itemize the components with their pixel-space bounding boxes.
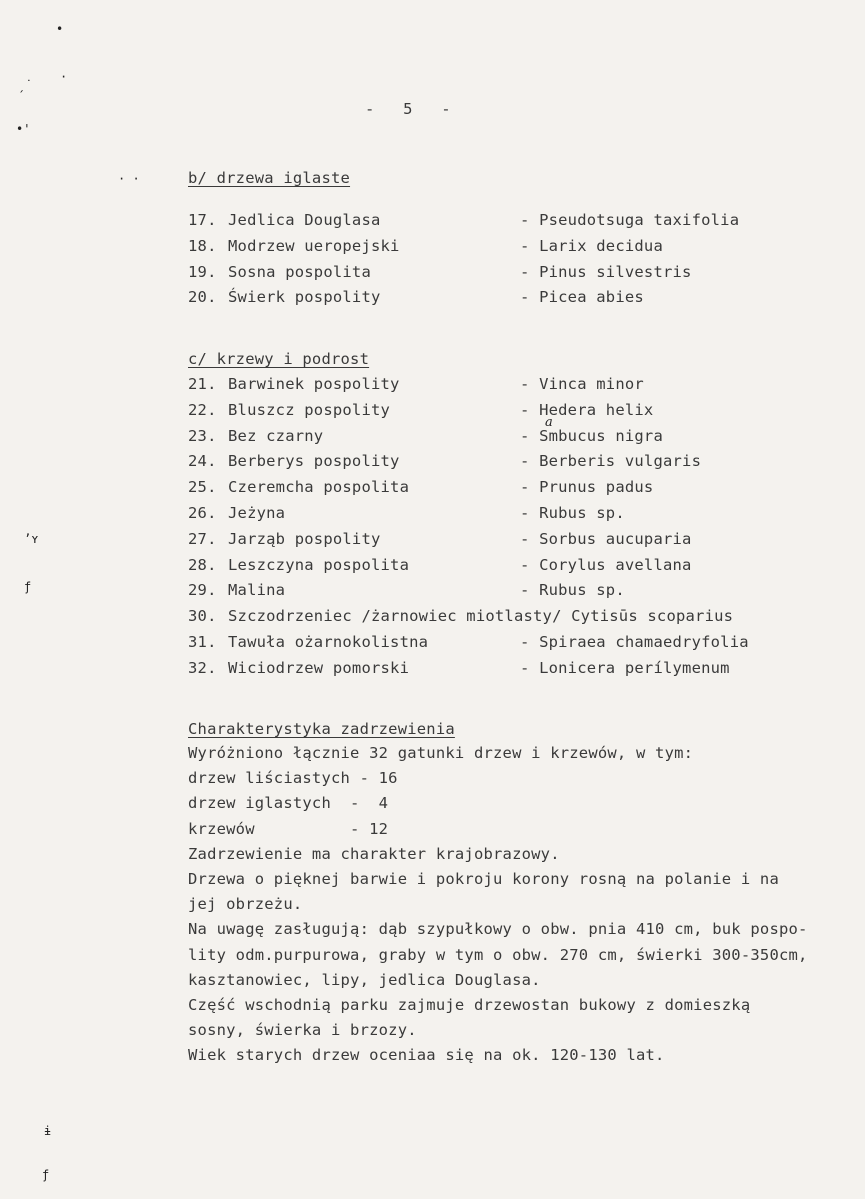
species-number: 22.	[188, 400, 217, 419]
species-common-name	[188, 237, 400, 255]
species-common-name	[188, 427, 323, 445]
species-number: 23.	[188, 426, 217, 445]
species-latin-name: - Hedera helix	[520, 400, 654, 419]
margin-speck: · ·	[118, 172, 140, 186]
characteristics-line: Zadrzewienie ma charakter krajobrazowy.	[188, 844, 560, 863]
species-latin-name: - Smbucus nigra	[520, 426, 663, 445]
handwritten-correction: a	[545, 415, 553, 430]
species-common-name	[188, 401, 390, 419]
characteristics-line: Na uwagę zasługują: dąb szypułkowy o obw. pnia 410 cm, buk pospo-	[188, 920, 808, 939]
species-polish-name: Tawuła ożarnokolistna	[228, 633, 429, 651]
species-number: 21.	[188, 375, 217, 393]
species-common-name	[188, 556, 409, 574]
species-polish-name: Jarząb pospolity	[228, 529, 381, 548]
margin-speck: ɨ	[44, 1124, 52, 1138]
species-number: 29.	[188, 581, 217, 600]
species-common-name	[188, 659, 409, 677]
species-number: 28.	[188, 555, 217, 574]
margin-speck: ·	[60, 70, 68, 84]
species-latin-name: - Rubus sp.	[520, 504, 625, 522]
species-polish-name: Jeżyna	[228, 504, 286, 522]
margin-speck: ƒ	[42, 1168, 50, 1182]
species-polish-name: Modrzew ueropejski	[228, 236, 400, 255]
species-polish-name: Barwinek pospolity	[228, 375, 400, 393]
margin-speck: ƒ	[24, 580, 32, 594]
species-common-name	[188, 211, 381, 229]
species-latin-name: - Prunus padus	[520, 478, 654, 497]
species-number: 19.	[188, 262, 217, 281]
margin-speck: ʼʏ	[24, 532, 39, 546]
margin-speck: •	[56, 22, 64, 36]
species-latin-name: - Pseudotsuga taxifolia	[520, 211, 740, 229]
page-number: - 5 -	[365, 100, 451, 118]
characteristics-line: kasztanowiec, lipy, jedlica Douglasa.	[188, 970, 541, 989]
species-common-name	[188, 504, 285, 522]
species-latin-name: - Vinca minor	[520, 375, 644, 393]
species-polish-name: Bez czarny	[228, 426, 324, 445]
species-latin-name: - Corylus avellana	[520, 555, 692, 574]
species-latin-name: - Larix decidua	[520, 236, 663, 255]
species-common-name	[188, 607, 733, 625]
species-polish-name: Sosna pospolita	[228, 262, 371, 281]
species-common-name	[188, 375, 400, 393]
species-number: 27.	[188, 529, 217, 548]
species-common-name	[188, 633, 428, 651]
species-latin-name: - Lonicera perílymenum	[520, 658, 730, 677]
characteristics-line: Wyróżniono łącznie 32 gatunki drzew i krzewów, w tym:	[188, 744, 694, 762]
species-number: 18.	[188, 236, 217, 255]
species-polish-name: Świerk pospolity	[228, 288, 381, 307]
species-latin-name: - Berberis vulgaris	[520, 452, 702, 471]
species-common-name	[188, 478, 409, 496]
characteristics-line: Drzewa o pięknej barwie i pokroju korony rosną na polanie i na	[188, 870, 779, 888]
species-common-name	[188, 263, 371, 281]
characteristics-line: drzew liściastych - 16	[188, 769, 398, 788]
species-number: 26.	[188, 504, 217, 522]
species-number: 24.	[188, 452, 217, 471]
species-polish-name: Jedlica Douglasa	[228, 211, 381, 229]
species-number: 32.	[188, 658, 217, 677]
species-number: 31.	[188, 633, 217, 651]
species-common-name	[188, 288, 381, 306]
species-polish-name: Berberys pospolity	[228, 452, 400, 471]
species-number: 30.	[188, 607, 217, 626]
species-common-name	[188, 530, 381, 548]
species-latin-name: - Picea abies	[520, 288, 644, 307]
characteristics-line: sosny, świerka i brzozy.	[188, 1021, 417, 1040]
characteristics-line: lity odm.purpurowa, graby w tym o obw. 270 cm, świerki 300-350cm,	[188, 945, 808, 964]
species-polish-name: Malina	[228, 581, 286, 600]
species-polish-name: Wiciodrzew pomorski	[228, 658, 410, 677]
species-polish-name: Szczodrzeniec /żarnowiec miotlasty/ Cytisūs scoparius	[228, 607, 734, 626]
species-common-name	[188, 581, 285, 599]
characteristics-line: Wiek starych drzew oceniaa się na ok. 120-130 lat.	[188, 1046, 665, 1065]
species-polish-name: Czeremcha pospolita	[228, 478, 410, 497]
species-number: 20.	[188, 288, 217, 307]
species-number: 25.	[188, 478, 217, 497]
species-polish-name: Leszczyna pospolita	[228, 555, 410, 574]
species-latin-name: - Spiraea chamaedryfolia	[520, 633, 749, 651]
characteristics-line: Część wschodnią parku zajmuje drzewostan bukowy z domieszką	[188, 996, 751, 1014]
species-latin-name: - Pinus silvestris	[520, 262, 692, 281]
characteristics-heading: Charakterystyka zadrzewienia	[188, 720, 455, 738]
species-common-name	[188, 452, 400, 470]
species-number: 17.	[188, 211, 217, 229]
section-heading-conifers: b/ drzewa iglaste	[188, 169, 351, 187]
species-latin-name: - Rubus sp.	[520, 581, 625, 600]
margin-speck: •'	[16, 122, 31, 136]
species-polish-name: Bluszcz pospolity	[228, 400, 391, 419]
characteristics-line: drzew iglastych - 4	[188, 794, 389, 813]
section-heading-shrubs: c/ krzewy i podrost	[188, 350, 370, 368]
margin-speck: ˏ˙	[18, 78, 33, 92]
characteristics-line: krzewów - 12	[188, 819, 389, 838]
characteristics-line: jej obrzeżu.	[188, 895, 303, 914]
species-latin-name: - Sorbus aucuparia	[520, 529, 692, 548]
